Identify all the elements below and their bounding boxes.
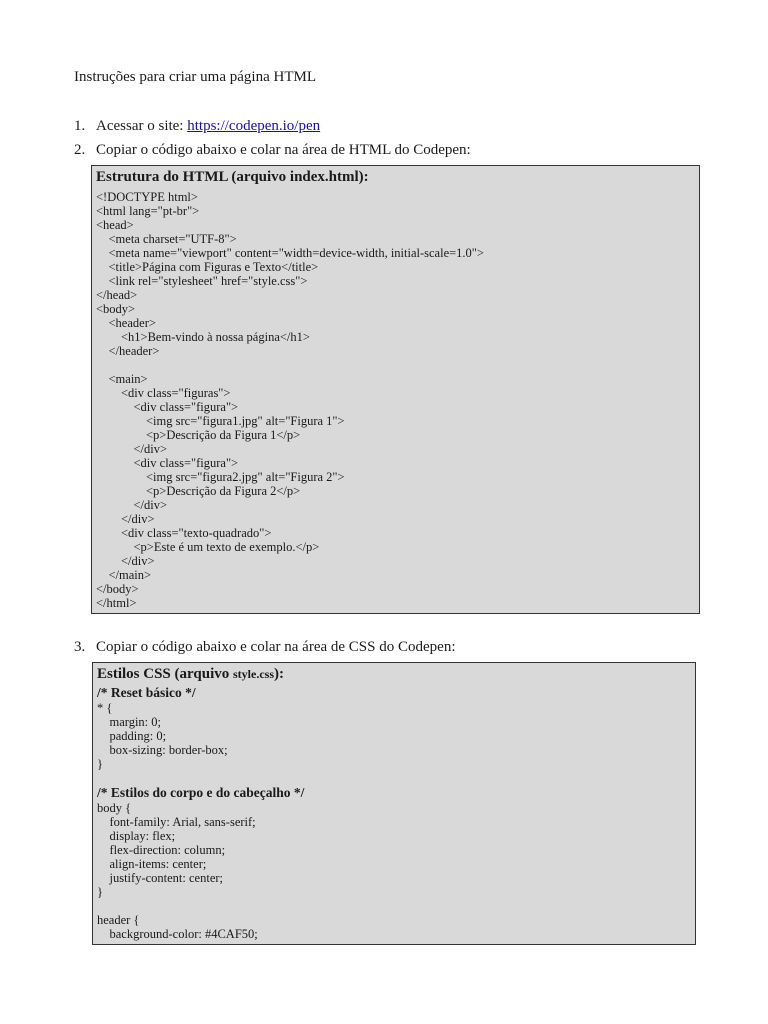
html-code-box[interactable] bbox=[91, 165, 700, 614]
css-code-line: flex-direction: column; bbox=[97, 843, 226, 857]
html-code-line: <p>Descrição da Figura 1</p> bbox=[96, 428, 301, 442]
html-code-line: <title>Página com Figuras e Texto</title> bbox=[96, 260, 319, 274]
css-code-line bbox=[97, 771, 691, 785]
html-code-line: </main> bbox=[96, 568, 152, 582]
html-code-line: </head> bbox=[96, 288, 138, 302]
step-3 bbox=[74, 637, 455, 657]
html-box-heading: Estrutura do HTML (arquivo index.html): bbox=[96, 169, 369, 185]
html-code-line: </body> bbox=[96, 582, 139, 596]
css-code-line: font-family: Arial, sans-serif; bbox=[97, 815, 256, 829]
html-code-line: </div> bbox=[96, 498, 168, 512]
css-code-line: display: flex; bbox=[97, 829, 176, 843]
html-code-line: <main> bbox=[96, 372, 148, 386]
html-code-line: </div> bbox=[96, 512, 155, 526]
html-code-line: <header> bbox=[96, 316, 156, 330]
css-heading-main: Estilos CSS (arquivo bbox=[97, 666, 234, 682]
html-code-line: </header> bbox=[96, 344, 160, 358]
step-number: 2. bbox=[74, 142, 86, 158]
step-number: 3. bbox=[74, 639, 86, 655]
step-1 bbox=[74, 116, 320, 136]
css-code-line: } bbox=[97, 885, 103, 899]
css-comment-line: /* Estilos do corpo e do cabeçalho */ bbox=[97, 785, 305, 800]
css-code-line: header { bbox=[97, 913, 140, 927]
html-code-line: <head> bbox=[96, 218, 134, 232]
css-heading-end: ): bbox=[274, 666, 285, 682]
css-code-lines bbox=[97, 685, 691, 941]
codepen-link[interactable]: https://codepen.io/pen bbox=[187, 118, 321, 134]
html-code-line: <img src="figura2.jpg" alt="Figura 2"> bbox=[96, 470, 345, 484]
css-code-line: } bbox=[97, 757, 103, 771]
step-number: 1. bbox=[74, 118, 86, 134]
step-text: Copiar o código abaixo e colar na área de HTML do Codepen: bbox=[96, 142, 471, 158]
css-code-line bbox=[97, 899, 691, 913]
html-code-line: <div class="figuras"> bbox=[96, 386, 231, 400]
css-code-line: justify-content: center; bbox=[97, 871, 224, 885]
html-code-line: <meta charset="UTF-8"> bbox=[96, 232, 237, 246]
css-code-line: padding: 0; bbox=[97, 729, 167, 743]
css-code-line: margin: 0; bbox=[97, 715, 162, 729]
css-code-line: align-items: center; bbox=[97, 857, 207, 871]
html-code-line: <h1>Bem-vindo à nossa página</h1> bbox=[96, 330, 310, 344]
html-code-line: <img src="figura1.jpg" alt="Figura 1"> bbox=[96, 414, 345, 428]
html-code-line: <html lang="pt-br"> bbox=[96, 204, 200, 218]
html-code-line: </html> bbox=[96, 596, 137, 610]
css-box-heading bbox=[97, 663, 691, 684]
css-code-line: * { bbox=[97, 701, 113, 715]
html-code-line: <p>Descrição da Figura 2</p> bbox=[96, 484, 301, 498]
html-code-line: <p>Este é um texto de exemplo.</p> bbox=[96, 540, 320, 554]
step-2 bbox=[74, 140, 471, 160]
html-code-line: <link rel="stylesheet" href="style.css"> bbox=[96, 274, 308, 288]
css-heading-file: style.css bbox=[233, 667, 275, 681]
css-code-line: body { bbox=[97, 801, 132, 815]
html-code-line: <div class="figura"> bbox=[96, 456, 239, 470]
html-code-lines bbox=[96, 190, 695, 610]
html-code-line: </div> bbox=[96, 442, 168, 456]
html-code-line: <div class="figura"> bbox=[96, 400, 239, 414]
html-code-line: <div class="texto-quadrado"> bbox=[96, 526, 272, 540]
step-text: Acessar o site: bbox=[96, 118, 188, 134]
css-code-line: box-sizing: border-box; bbox=[97, 743, 228, 757]
html-code-line: </div> bbox=[96, 554, 155, 568]
css-comment-line: /* Reset básico */ bbox=[97, 685, 196, 700]
step-text: Copiar o código abaixo e colar na área de CSS do Codepen: bbox=[96, 639, 456, 655]
css-code-line: background-color: #4CAF50; bbox=[97, 927, 258, 941]
html-code-line: <meta name="viewport" content="width=device-width, initial-scale=1.0"> bbox=[96, 246, 484, 260]
html-code-line bbox=[96, 358, 695, 372]
html-code-line: <!DOCTYPE html> bbox=[96, 190, 198, 204]
document-title: Instruções para criar uma página HTML bbox=[74, 69, 316, 85]
css-code-box[interactable] bbox=[92, 662, 696, 945]
html-code-line: <body> bbox=[96, 302, 136, 316]
